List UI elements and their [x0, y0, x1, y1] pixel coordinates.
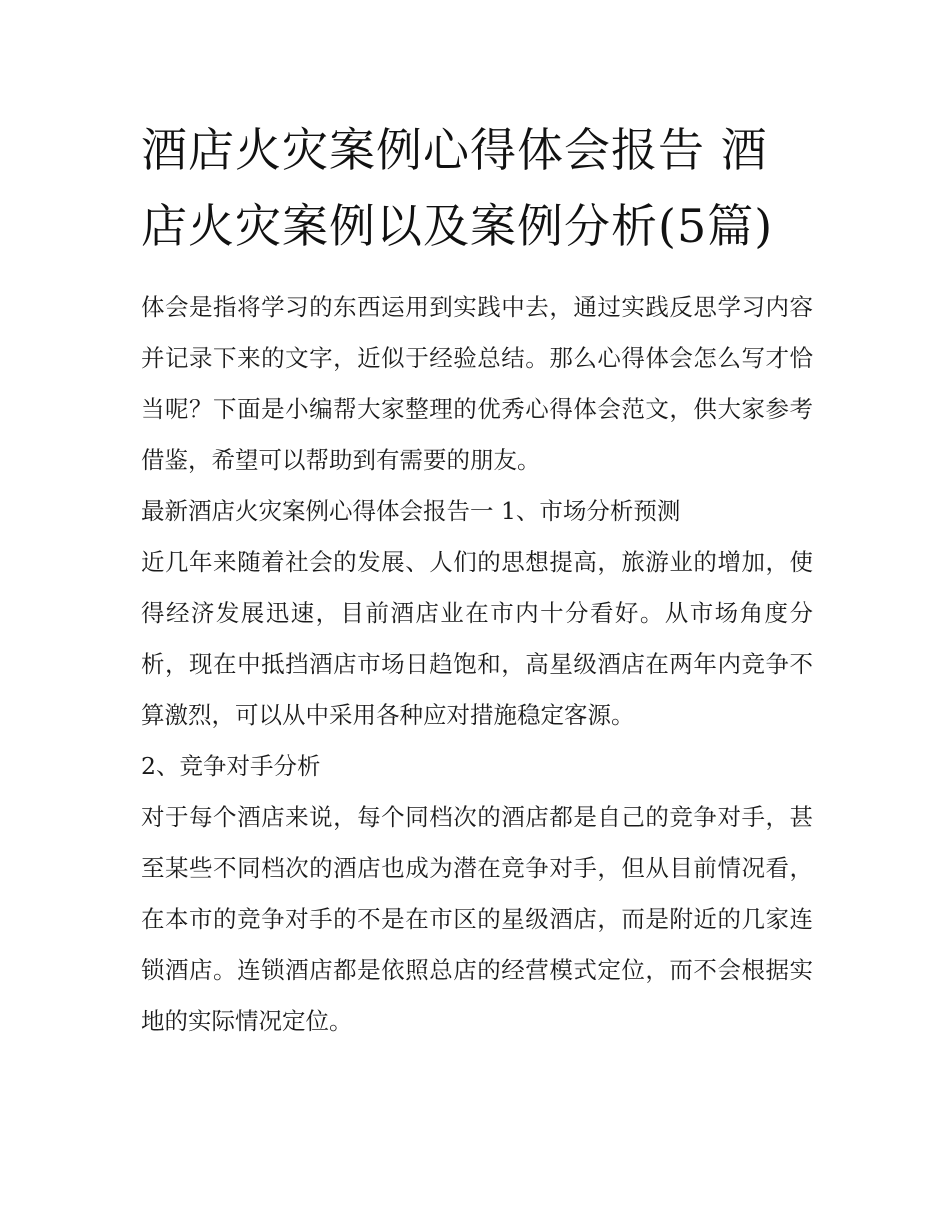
section-heading-1: 最新酒店火灾案例心得体会报告一 1、市场分析预测	[141, 497, 681, 525]
market-analysis-paragraph: 近几年来随着社会的发展、人们的思想提高，旅游业的增加，使得经济发展迅速，目前酒店业在市内十分看好。从市场角度分析，现在中抵挡酒店市场日趋饱和，高星级酒店在两年内竞争不算激烈，可以从中采用各种应对措施稳定客源。	[141, 548, 813, 729]
document-content	[141, 112, 813, 1047]
section-heading-2: 2、竞争对手分析	[141, 752, 321, 780]
document-title: 酒店火灾案例心得体会报告 酒店火灾案例以及案例分析(5篇)	[141, 123, 774, 253]
competitor-analysis-paragraph: 对于每个酒店来说，每个同档次的酒店都是自己的竞争对手，甚至某些不同档次的酒店也成为潜在竞争对手，但从目前情况看，在本市的竞争对手的不是在市区的星级酒店，而是附近的几家连锁酒店。连锁酒店都是依照总店的经营模式定位，而不会根据实地的实际情况定位。	[141, 803, 813, 1035]
intro-paragraph: 体会是指将学习的东西运用到实践中去，通过实践反思学习内容并记录下来的文字，近似于经验总结。那么心得体会怎么写才恰当呢？下面是小编帮大家整理的优秀心得体会范文，供大家参考借鉴，希望可以帮助到有需要的朋友。	[141, 293, 813, 474]
